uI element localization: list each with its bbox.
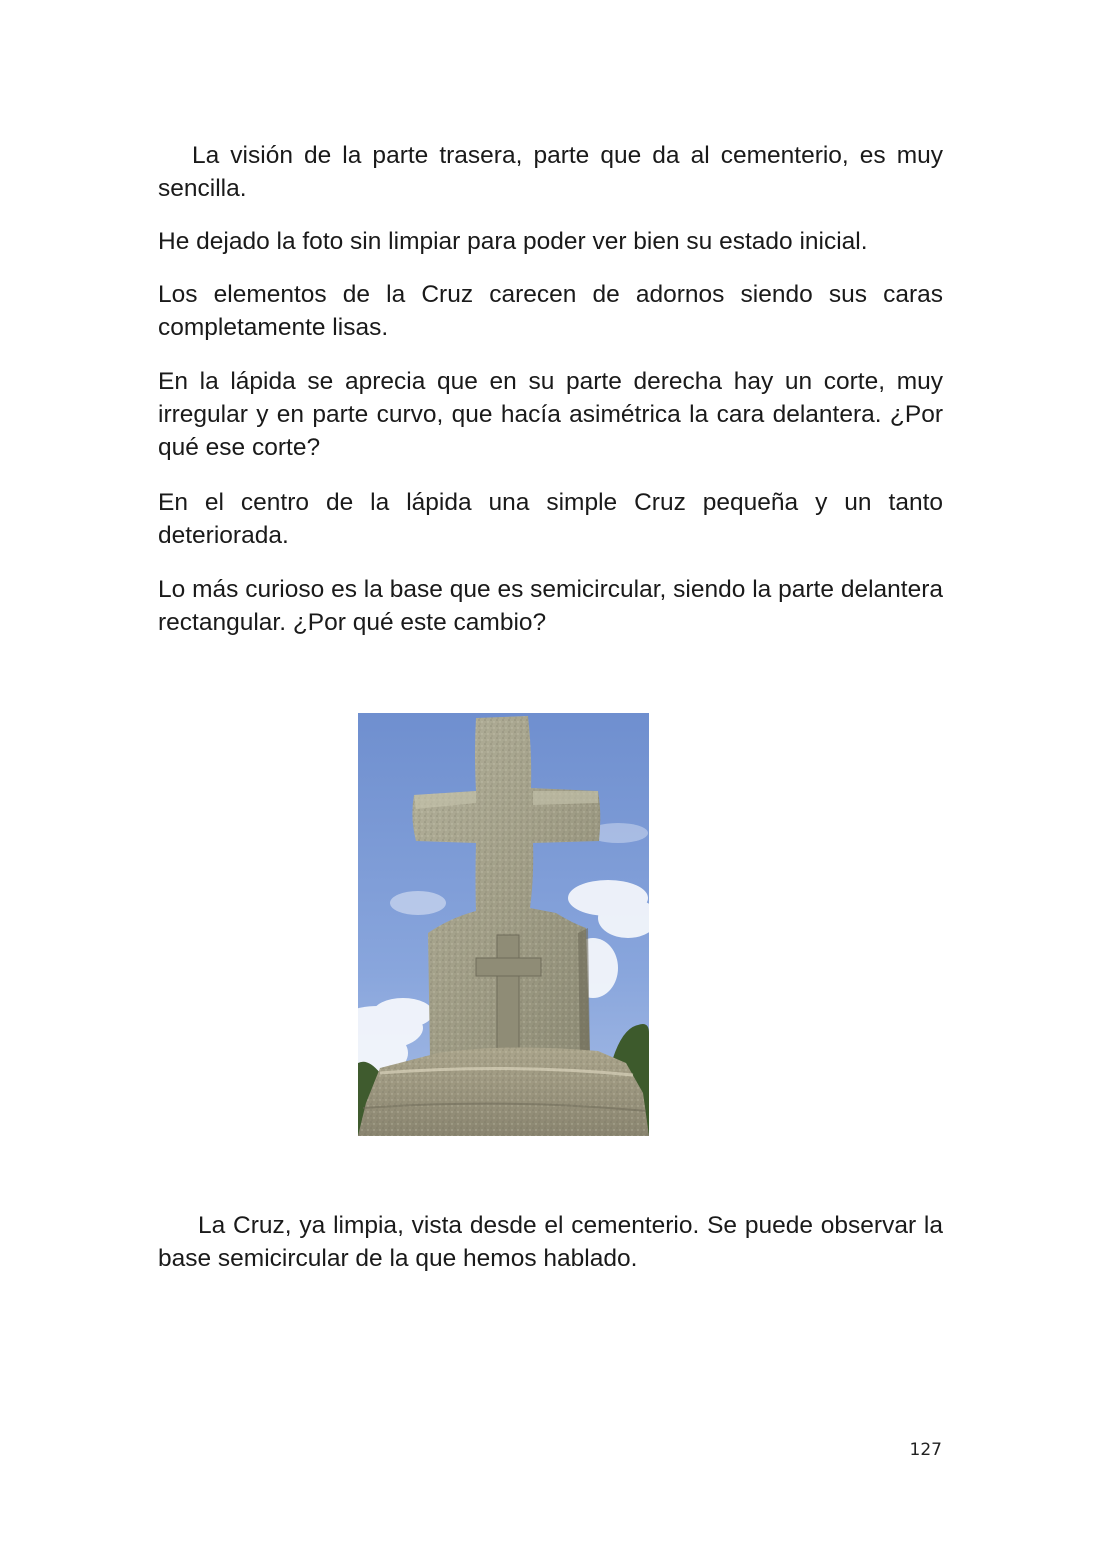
paragraph-photo-unclean: He dejado la foto sin limpiar para poder ver bien su estado inicial. — [158, 228, 868, 255]
photo-caption: La Cruz, ya limpia, vista desde el cementerio. Se puede observar la base semicircular de la que hemos hablado. — [158, 1212, 943, 1272]
paragraph-semicircular-base: Lo más curioso es la base que es semicircular, siendo la parte delantera rectangular. ¿Por qué este cambio? — [158, 576, 943, 636]
paragraph-slab-cut: En la lápida se aprecia que en su parte derecha hay un corte, muy irregular y en parte curvo, que hacía asimétrica la cara delantera. ¿Por qué ese corte? — [158, 368, 943, 461]
page-number: 127 — [909, 1440, 942, 1460]
paragraph-smooth-faces: Los elementos de la Cruz carecen de adornos siendo sus caras completamente lisas. — [158, 281, 943, 341]
paragraph-rear-view: La visión de la parte trasera, parte que da al cementerio, es muy sencilla. — [158, 142, 943, 202]
stone-cross-photo — [358, 713, 649, 1136]
paragraph-small-cross: En el centro de la lápida una simple Cruz pequeña y un tanto deteriorada. — [158, 489, 943, 549]
